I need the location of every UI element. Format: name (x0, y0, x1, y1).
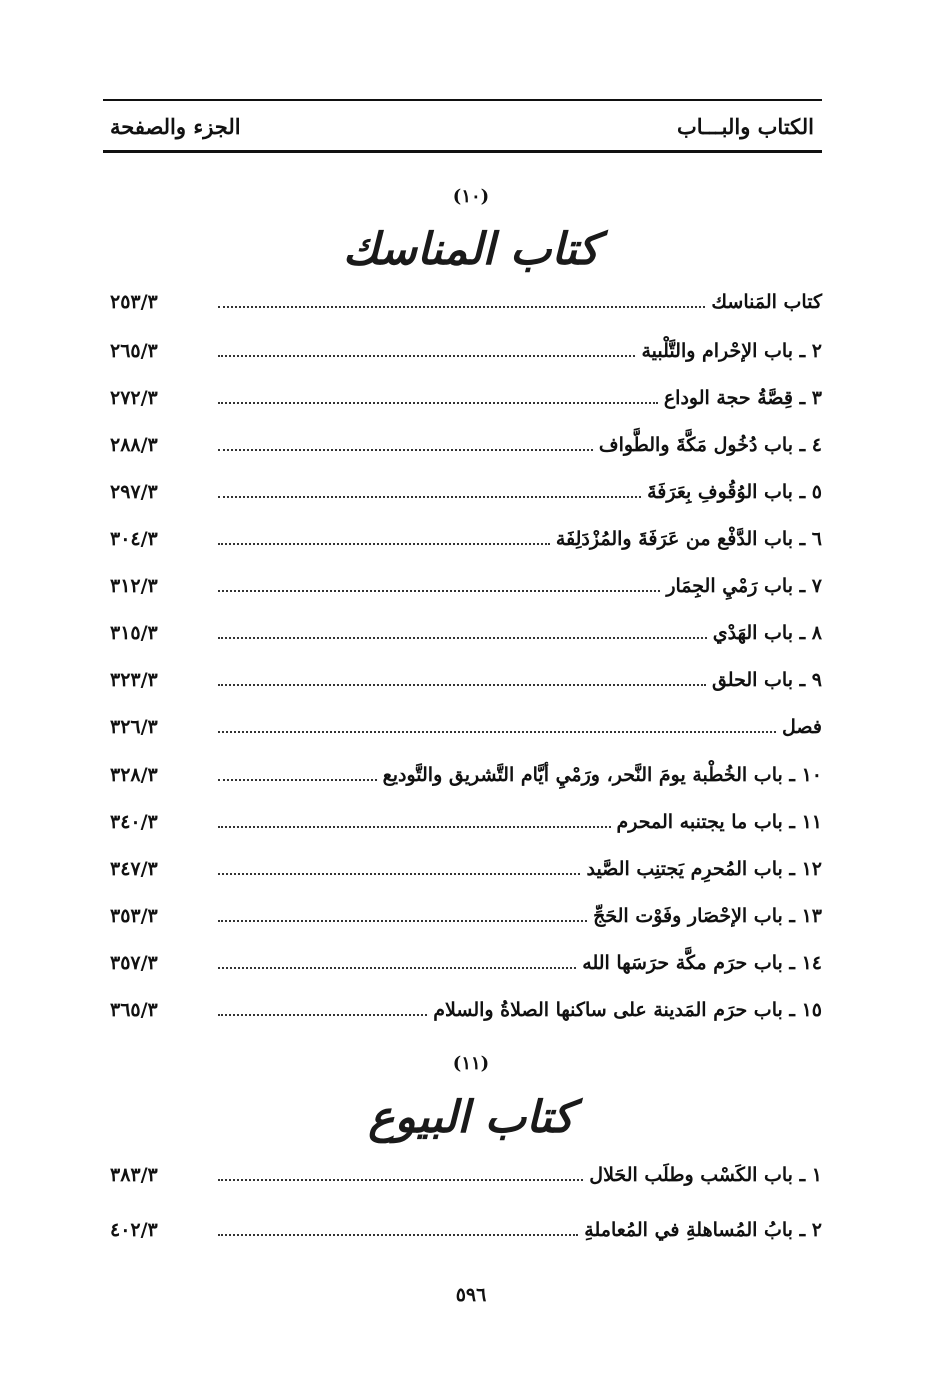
toc-entry[interactable] (110, 425, 822, 457)
page-number: ٥٩٦ (455, 1284, 487, 1306)
leader-dots (218, 1014, 427, 1016)
toc-entry-ref: ٢٨٨/٣ (110, 434, 158, 457)
toc-entry-title: ١٢ ـ باب المُحرِم يَجتنِب الصَّيد (586, 858, 822, 881)
leader-dots (218, 402, 658, 404)
header-book-chapter-label: الكتاب والبـــاب (677, 114, 814, 139)
toc-entry-title: ٨ ـ باب الهَدْي (712, 622, 822, 645)
header-bottom-rule (103, 150, 822, 153)
toc-entry-ref: ٣٢٨/٣ (110, 764, 158, 787)
toc-entry-ref: ٢٧٢/٣ (110, 387, 158, 410)
header-top-rule (103, 99, 822, 101)
toc-entry-ref: ٣٥٧/٣ (110, 952, 158, 975)
toc-entry[interactable] (110, 613, 822, 645)
toc-entry-title: ١٣ ـ باب الإحْصَار وفَوْت الحَجِّ (593, 905, 822, 928)
toc-entry[interactable] (110, 1155, 822, 1187)
header-volume-page-label: الجزء والصفحة (110, 114, 241, 139)
toc-entry[interactable] (110, 282, 822, 314)
leader-dots (218, 637, 707, 639)
toc-entry-ref: ٢٦٥/٣ (110, 340, 158, 363)
leader-dots (218, 306, 705, 308)
toc-entry[interactable] (110, 896, 822, 928)
toc-entry[interactable] (110, 802, 822, 834)
toc-entry-title: كتاب المَناسك (711, 291, 822, 314)
toc-entry-ref: ٣٢٣/٣ (110, 669, 158, 692)
toc-entry-ref: ٢٥٣/٣ (110, 291, 158, 314)
toc-entry-ref: ٣٦٥/٣ (110, 999, 158, 1022)
toc-entry-title: ٤ ـ باب دُخُول مَكَّةَ والطَّواف (598, 434, 822, 457)
leader-dots (218, 873, 580, 875)
leader-dots (218, 355, 635, 357)
toc-entry-ref: ٣٤٧/٣ (110, 858, 158, 881)
toc-entry-title: ١٠ ـ باب الخُطْبة يومَ النَّحر، ورَمْيِ أيَّام التَّشريق والتَّوديع (382, 764, 822, 787)
leader-dots (218, 920, 587, 922)
section-number: (١٠) (452, 186, 490, 207)
toc-entry-ref: ٣٨٣/٣ (110, 1164, 158, 1187)
toc-entry-title: ١١ ـ باب ما يجتنبه المحرم (616, 811, 822, 834)
section-title: كتاب المناسك (342, 224, 600, 275)
section-number: (١١) (452, 1053, 490, 1074)
toc-entry-title: ٢ ـ بابُ المُساهلةِ في المُعاملةِ (584, 1219, 822, 1242)
leader-dots (218, 967, 576, 969)
toc-entry[interactable] (110, 378, 822, 410)
toc-entry-title: ١ ـ باب الكَسْب وطلَب الحَلال (589, 1164, 822, 1187)
toc-entry-title: ١٥ ـ باب حرَم المَدينة على ساكنها الصلاةُ والسلام (433, 999, 822, 1022)
leader-dots (218, 779, 377, 781)
toc-entry-ref: ٣١٥/٣ (110, 622, 158, 645)
leader-dots (218, 590, 660, 592)
toc-entry[interactable] (110, 472, 822, 504)
toc-entry-title: ٣ ـ قِصَّةُ حجة الوداع (663, 387, 822, 410)
leader-dots (218, 826, 611, 828)
toc-entry-title: فصل (782, 716, 822, 739)
toc-entry-title: ٦ ـ باب الدَّفْع من عَرَفَةَ والمُزْدَلِفَة (555, 528, 822, 551)
toc-entry[interactable] (110, 331, 822, 363)
toc-entry-ref: ٣٥٣/٣ (110, 905, 158, 928)
section-title: كتاب البيوع (368, 1092, 574, 1143)
toc-entry[interactable] (110, 1210, 822, 1242)
toc-entry[interactable] (110, 755, 822, 787)
toc-entry[interactable] (110, 943, 822, 975)
toc-entry-title: ٥ ـ باب الوُقُوفِ بِعَرَفَةَ (647, 481, 822, 504)
toc-entry-ref: ٣١٢/٣ (110, 575, 158, 598)
toc-entry-ref: ٢٩٧/٣ (110, 481, 158, 504)
leader-dots (218, 449, 593, 451)
leader-dots (218, 1179, 583, 1181)
leader-dots (218, 1234, 578, 1236)
toc-entry[interactable] (110, 990, 822, 1022)
toc-entry[interactable] (110, 519, 822, 551)
toc-entry-title: ١٤ ـ باب حرَم مكَّة حرَسَها الله (582, 952, 822, 975)
leader-dots (218, 731, 776, 733)
leader-dots (218, 684, 706, 686)
toc-entry[interactable] (110, 707, 822, 739)
toc-entry-ref: ٣٢٦/٣ (110, 716, 158, 739)
toc-entry-title: ٢ ـ باب الإحْرام والتَّلْبية (641, 340, 822, 363)
toc-entry-title: ٩ ـ باب الحلق (711, 669, 822, 692)
toc-entry-title: ٧ ـ باب رَمْيِ الجِمَار (666, 575, 822, 598)
toc-entry[interactable] (110, 566, 822, 598)
leader-dots (218, 543, 550, 545)
toc-entry[interactable] (110, 660, 822, 692)
toc-entry-ref: ٣٤٠/٣ (110, 811, 158, 834)
leader-dots (218, 496, 641, 498)
toc-entry-ref: ٣٠٤/٣ (110, 528, 158, 551)
toc-entry-ref: ٤٠٢/٣ (110, 1219, 158, 1242)
toc-entry[interactable] (110, 849, 822, 881)
